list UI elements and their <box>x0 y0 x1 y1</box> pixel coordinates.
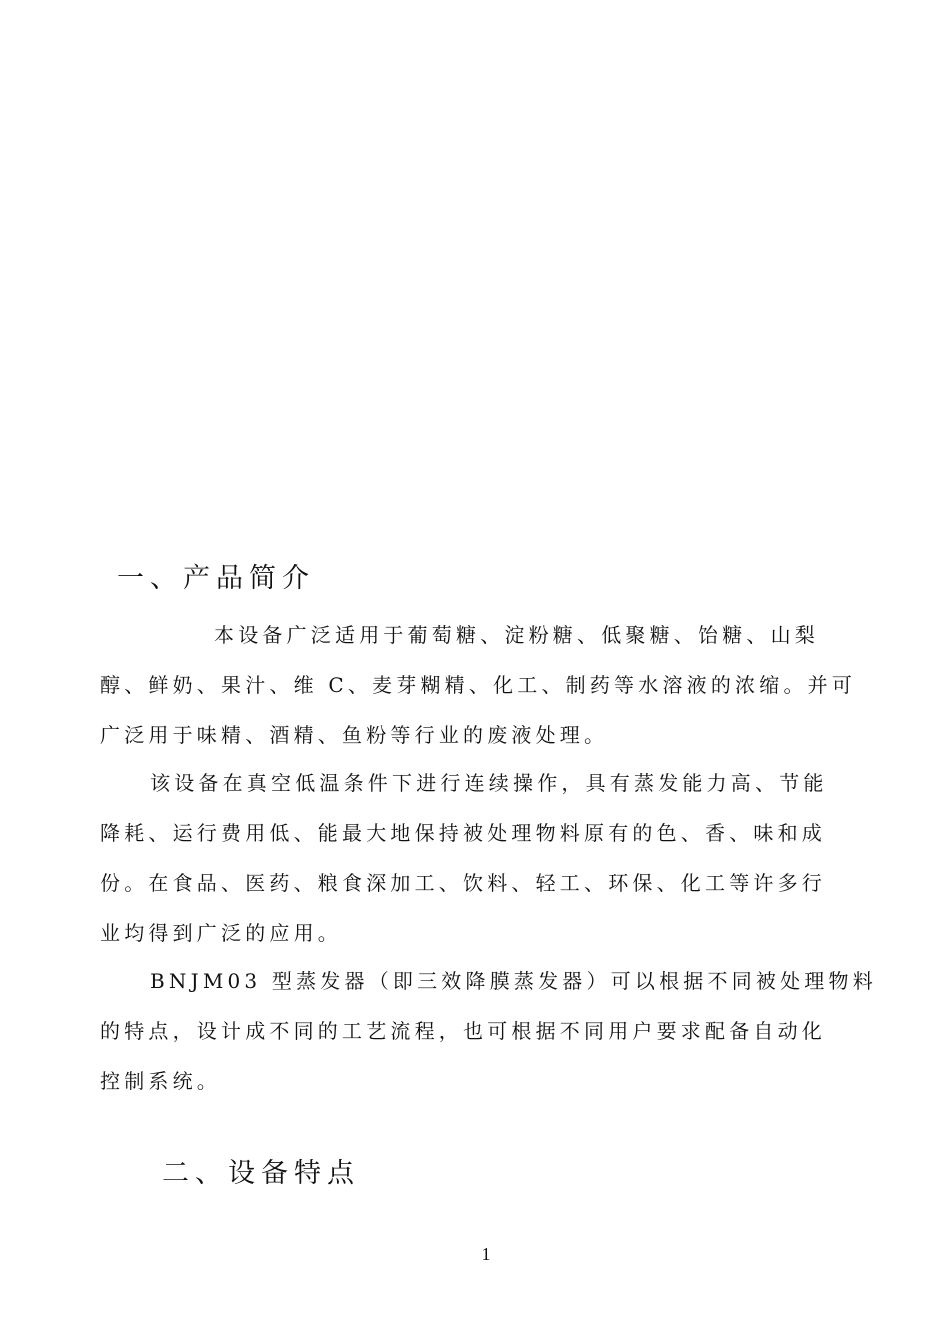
paragraph-line: 醇、鲜奶、果汁、维 C、麦芽糊精、化工、制药等水溶液的浓缩。并可 <box>100 673 857 697</box>
paragraph-line: 份。在食品、医药、粮食深加工、饮料、轻工、环保、化工等许多行 <box>100 871 826 895</box>
paragraph-line: 降耗、运行费用低、能最大地保持被处理物料原有的色、香、味和成 <box>100 821 826 845</box>
paragraph-line: 的特点，设计成不同的工艺流程，也可根据不同用户要求配备自动化 <box>100 1019 826 1043</box>
paragraph-operation <box>100 758 860 958</box>
paragraph-line: 广泛用于味精、酒精、鱼粉等行业的废液处理。 <box>100 723 609 747</box>
paragraph-line: 本设备广泛适用于葡萄糖、淀粉糖、低聚糖、饴糖、山梨 <box>214 623 819 647</box>
paragraph-line: 控制系统。 <box>100 1069 221 1093</box>
paragraph-line: BNJM03 型蒸发器（即三效降膜蒸发器）可以根据不同被处理物料 <box>150 969 877 993</box>
paragraph-evaporator-model <box>100 956 877 1106</box>
paragraph-line: 业均得到广泛的应用。 <box>100 921 342 945</box>
paragraph-applications <box>100 610 860 760</box>
section-heading-features: 二、设备特点 <box>162 1158 360 1189</box>
section-heading-product-intro: 一、产品简介 <box>117 563 315 594</box>
page-number: 1 <box>481 1244 491 1264</box>
paragraph-line: 该设备在真空低温条件下进行连续操作，具有蒸发能力高、节能 <box>150 771 828 795</box>
